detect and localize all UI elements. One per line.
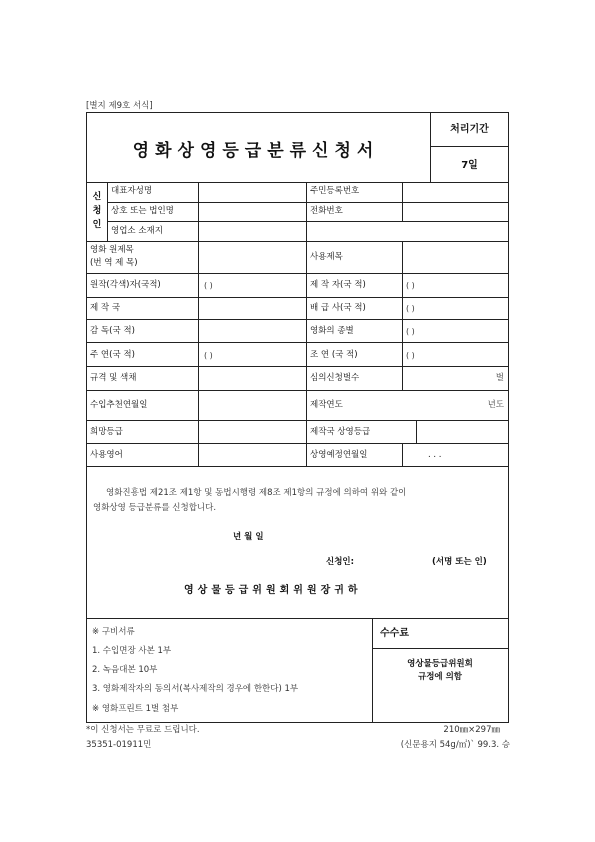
col-b (306, 182, 307, 466)
usage-title-label: 사용제목 (310, 252, 343, 262)
processing-divider (430, 146, 509, 147)
production-year-label: 제작연도 (310, 400, 343, 410)
applicant-char-2: 청 (92, 206, 102, 216)
release-date-dots: . . . (428, 450, 442, 460)
cast-label: 주 연(국 적) (90, 350, 135, 360)
attachments-heading: ※ 구비서류 (92, 627, 135, 637)
frame-top (86, 112, 509, 113)
line-5 (86, 273, 509, 274)
title-trans-label: (번 역 제 목) (90, 258, 138, 268)
assistant-label: 조 연 (국 적) (310, 350, 358, 360)
author-nationality: ( ) (204, 281, 213, 290)
col-c4 (402, 443, 403, 466)
line-13 (86, 466, 509, 467)
application-date: 년 월 일 (233, 532, 264, 542)
production-year-unit: 년도 (487, 400, 504, 410)
col-a (198, 182, 199, 466)
format-label: 규격 및 색채 (90, 373, 137, 383)
address-label: 영업소 소재지 (111, 226, 163, 236)
fee-divider (372, 648, 509, 649)
fee-label: 수수료 (380, 628, 409, 639)
genre-label: 영화의 종별 (310, 326, 354, 336)
line-1 (86, 182, 509, 183)
fee-rule-line-2: 규정에 의함 (417, 672, 462, 682)
footer-note: *이 신청서는 무료로 드립니다. (86, 725, 200, 735)
col-c3 (416, 420, 417, 443)
resident-no-label: 주민등록번호 (310, 186, 360, 196)
frame-left (86, 112, 87, 723)
col-c2 (402, 241, 403, 390)
origin-grade-label: 제작국 상영등급 (310, 427, 371, 437)
distributor-nationality: ( ) (406, 304, 415, 313)
line-2 (107, 202, 509, 203)
desired-grade-label: 희망등급 (90, 427, 123, 437)
distributor-label: 배 급 사(국 적) (310, 303, 366, 313)
rep-name-label: 대표자성명 (111, 186, 153, 196)
statement-line-1: 영화진흥법 제21조 제1항 및 동법시행령 제8조 제1항의 규정에 의하여 위와 같이 (106, 488, 407, 498)
author-label: 원작(각색)자(국적) (90, 280, 161, 290)
line-4 (86, 241, 509, 242)
processing-value: 7일 (461, 160, 478, 171)
sign-or-seal: (서명 또는 인) (432, 557, 487, 567)
production-country-label: 제 작 국 (90, 303, 121, 313)
applicant-char-3: 인 (92, 220, 102, 230)
review-copies-label: 심의신청벌수 (310, 373, 360, 383)
line-10 (86, 390, 509, 391)
title-divider (430, 112, 431, 182)
assistant-nationality: ( ) (406, 351, 415, 360)
col-fee (372, 618, 373, 723)
applicant-sign-label: 신청인: (326, 557, 355, 567)
frame-bottom (86, 722, 509, 723)
col-group (107, 182, 108, 242)
paper-spec: (신문용지 54g/㎡)` 99.3. 승 (400, 740, 510, 750)
company-label: 상호 또는 법인명 (111, 206, 174, 216)
form-number: [별지 제9호 서식] (86, 101, 153, 111)
frame-right (508, 112, 509, 723)
release-date-label: 상영예정연월일 (310, 450, 368, 460)
col-c1 (402, 182, 403, 221)
processing-label: 처리기간 (450, 124, 489, 135)
review-copies-unit: 벌 (495, 373, 504, 383)
director-label: 감 독(국 적) (90, 326, 135, 336)
title-orig-label: 영화 원제목 (90, 245, 134, 255)
line-3 (107, 221, 509, 222)
line-7 (86, 319, 509, 320)
paper-size: 210㎜×297㎜ (443, 725, 500, 735)
line-11 (86, 420, 509, 421)
line-8 (86, 342, 509, 343)
attachment-item: ※ 영화프린트 1벌 첨부 (92, 704, 179, 714)
producer-nationality: ( ) (406, 281, 415, 290)
line-9 (86, 366, 509, 367)
applicant-group-label (90, 190, 104, 232)
line-12 (86, 443, 509, 444)
phone-label: 전화번호 (310, 206, 343, 216)
applicant-char-1: 신 (92, 192, 102, 202)
genre-value: ( ) (406, 327, 415, 336)
cast-nationality: ( ) (204, 351, 213, 360)
addressee: 영상물등급위원회위원장귀하 (184, 585, 362, 596)
attachment-item: 2. 녹음대본 10부 (92, 665, 158, 675)
statement-line-2: 영화상영 등급분류를 신청합니다. (93, 503, 217, 513)
form-title: 영화상영등급분류신청서 (132, 141, 380, 161)
attachment-item: 3. 영화제작자의 동의서(복사제작의 경우에 한한다) 1부 (92, 684, 299, 694)
language-label: 사용영어 (90, 450, 123, 460)
producer-label: 제 작 자(국 적) (310, 280, 366, 290)
attachment-item: 1. 수입면장 사본 1부 (92, 646, 172, 656)
fee-rule-line-1: 영상물등급위원회 (407, 659, 473, 669)
footer-code: 35351-01911민 (86, 740, 152, 750)
line-14 (86, 618, 509, 619)
import-date-label: 수입추천연월일 (90, 400, 148, 410)
line-6 (86, 297, 509, 298)
